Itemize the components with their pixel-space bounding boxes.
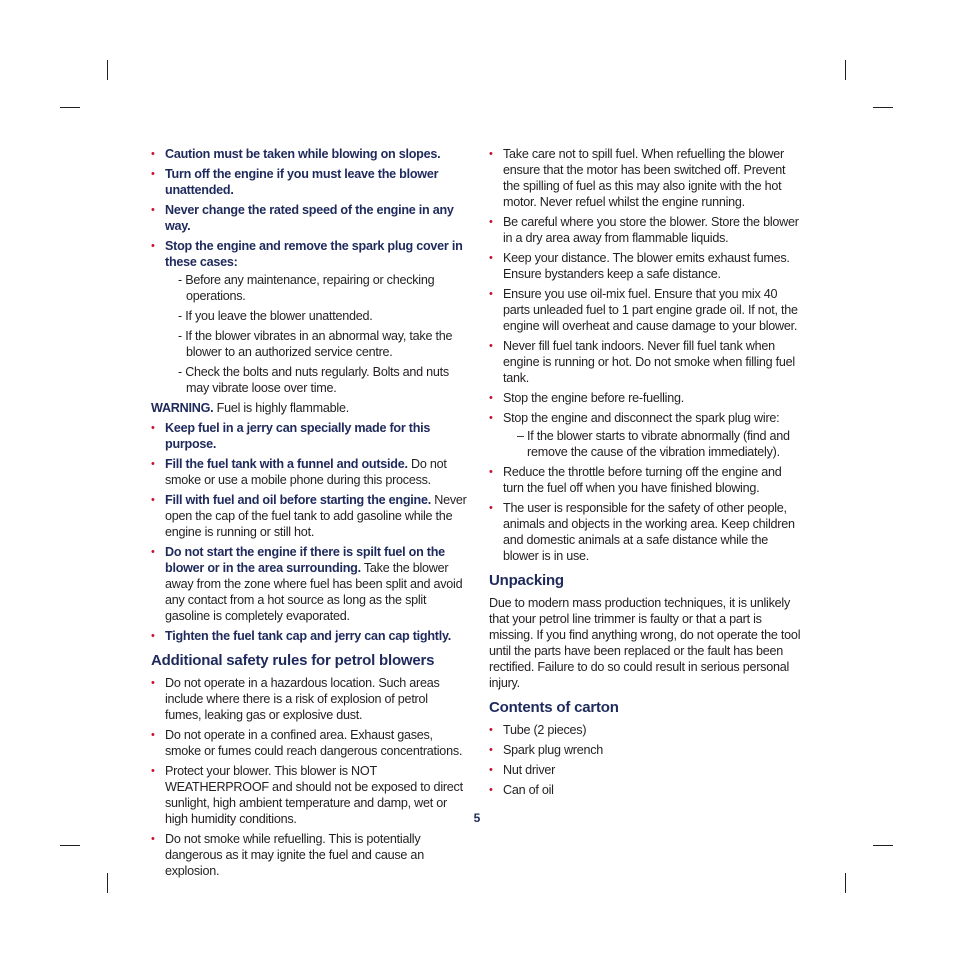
list-item: • Stop the engine and remove the spark plug cover in these cases: - Before any maintenance, repairing or checking operations. - If you leave the blower unattended. - If the blower vibrates in an abnormal way, take the blower to an authorized service centre. - Check the bolts and nuts regularly. Bolts and nuts may vibrate loose over time. <box>151 238 467 396</box>
crop-mark <box>107 873 108 893</box>
warning-text: WARNING. Fuel is highly flammable. <box>151 401 349 415</box>
crop-mark <box>845 873 846 893</box>
bullet-icon: • <box>151 148 155 160</box>
safety-list <box>151 146 467 396</box>
list-item: – If the blower starts to vibrate abnormally (find and remove the cause of the vibration immediately). <box>517 429 790 459</box>
list-item: • Tighten the fuel tank cap and jerry can cap tightly. <box>151 629 452 643</box>
section-heading-unpacking: Unpacking <box>489 572 564 589</box>
list-item: • Keep your distance. The blower emits exhaust fumes. Ensure bystanders keep a safe distance. <box>489 251 790 281</box>
list-item: • Turn off the engine if you must leave the blower unattended. <box>151 167 439 197</box>
list-item: • Do not start the engine if there is spilt fuel on the blower or in the area surrounding. Take the blower away from the zone where fuel has been split and avoid any contact from a hot source as long as the split gasoline is completely evaporated. <box>151 545 463 623</box>
crop-mark <box>873 107 893 108</box>
bullet-icon: • <box>151 204 155 216</box>
bullet-icon: • <box>151 458 155 470</box>
list-item: • Tube (2 pieces) <box>489 723 587 737</box>
bullet-icon: • <box>489 288 493 300</box>
bullet-icon: • <box>151 422 155 434</box>
right-column <box>489 146 805 802</box>
bullet-icon: • <box>489 252 493 264</box>
list-item: • Do not operate in a confined area. Exhaust gases, smoke or fumes could reach dangerous concentrations. <box>151 728 463 758</box>
bullet-icon: • <box>489 744 493 756</box>
page-number: 5 <box>473 811 481 825</box>
list-item: - If you leave the blower unattended. <box>178 309 373 323</box>
additional-rules-list <box>151 675 467 879</box>
crop-mark <box>60 845 80 846</box>
list-item: • Caution must be taken while blowing on slopes. <box>151 147 441 161</box>
left-column <box>151 146 467 883</box>
crop-mark <box>60 107 80 108</box>
bullet-icon: • <box>151 677 155 689</box>
bullet-icon: • <box>489 216 493 228</box>
bullet-icon: • <box>489 148 493 160</box>
list-item: • Be careful where you store the blower. Store the blower in a dry area away from flammable liquids. <box>489 215 799 245</box>
bullet-icon: • <box>151 240 155 252</box>
list-item: • Reduce the throttle before turning off the engine and turn the fuel off when you have finished blowing. <box>489 465 782 495</box>
bullet-icon: • <box>151 630 155 642</box>
bullet-icon: • <box>489 412 493 424</box>
list-item: - Before any maintenance, repairing or checking operations. <box>178 273 435 303</box>
safety-list-continued <box>489 146 805 564</box>
list-item: • Fill the fuel tank with a funnel and outside. Do not smoke or use a mobile phone during this process. <box>151 457 447 487</box>
list-item: - Check the bolts and nuts regularly. Bolts and nuts may vibrate loose over time. <box>178 365 449 395</box>
list-item: • Protect your blower. This blower is NOT WEATHERPROOF and should not be exposed to direct sunlight, high ambient temperature and damp, wet or high humidity conditions. <box>151 764 463 826</box>
list-item: • Stop the engine and disconnect the spark plug wire: – If the blower starts to vibrate abnormally (find and remove the cause of the vibration immediately). <box>489 410 805 460</box>
bullet-icon: • <box>489 724 493 736</box>
unpacking-text: Due to modern mass production techniques, it is unlikely that your petrol line trimmer is faulty or that a part is missing. If you find anything wrong, do not operate the tool until the parts have been replaced or the fault has been rectified. Failure to do so could result in serious personal injury. <box>489 596 801 690</box>
list-item: • Take care not to spill fuel. When refuelling the blower ensure that the motor has been switched off. Prevent the spilling of fuel as this may also ignite with the hot motor. Never refuel whilst the engine running. <box>489 147 786 209</box>
list-item: • Never fill fuel tank indoors. Never fill fuel tank when engine is running or hot. Do not smoke when filling fuel tank. <box>489 339 795 385</box>
list-item: • Do not operate in a hazardous location. Such areas include where there is a risk of explosion of petrol fumes, leaking gas or explosive dust. <box>151 676 440 722</box>
list-item: • Stop the engine before re-fuelling. <box>489 391 684 405</box>
crop-mark <box>845 60 846 80</box>
list-item: • Can of oil <box>489 783 554 797</box>
bullet-icon: • <box>489 466 493 478</box>
bullet-icon: • <box>489 340 493 352</box>
list-item: • Spark plug wrench <box>489 743 604 757</box>
crop-mark <box>107 60 108 80</box>
bullet-icon: • <box>151 546 155 558</box>
crop-mark <box>873 845 893 846</box>
list-item: • Fill with fuel and oil before starting the engine. Never open the cap of the fuel tank to add gasoline while the engine is running or still hot. <box>151 493 467 539</box>
bullet-icon: • <box>489 502 493 514</box>
bullet-icon: • <box>489 784 493 796</box>
bullet-icon: • <box>489 392 493 404</box>
section-heading-carton: Contents of carton <box>489 699 619 716</box>
bullet-icon: • <box>151 729 155 741</box>
cases-list <box>165 272 467 396</box>
bullet-icon: • <box>151 494 155 506</box>
bullet-icon: • <box>151 168 155 180</box>
list-item: • The user is responsible for the safety of other people, animals and objects in the working area. Keep children and domestic animals at a safe distance while the blower is in use. <box>489 501 795 563</box>
fuel-list <box>151 420 467 644</box>
list-item: • Keep fuel in a jerry can specially made for this purpose. <box>151 421 431 451</box>
list-item: - If the blower vibrates in an abnormal way, take the blower to an authorized service centre. <box>178 329 453 359</box>
carton-list <box>489 722 805 798</box>
section-heading: Additional safety rules for petrol blowers <box>151 652 435 669</box>
bullet-icon: • <box>151 765 155 777</box>
list-item: • Never change the rated speed of the engine in any way. <box>151 203 454 233</box>
dash-list <box>503 428 805 460</box>
list-item: • Nut driver <box>489 763 556 777</box>
list-item: • Do not smoke while refuelling. This is potentially dangerous as it may ignite the fuel and cause an explosion. <box>151 832 424 878</box>
bullet-icon: • <box>489 764 493 776</box>
list-item: • Ensure you use oil-mix fuel. Ensure that you mix 40 parts unleaded fuel to 1 part engine grade oil. If not, the engine will overheat and cause damage to your blower. <box>489 287 798 333</box>
bullet-icon: • <box>151 833 155 845</box>
